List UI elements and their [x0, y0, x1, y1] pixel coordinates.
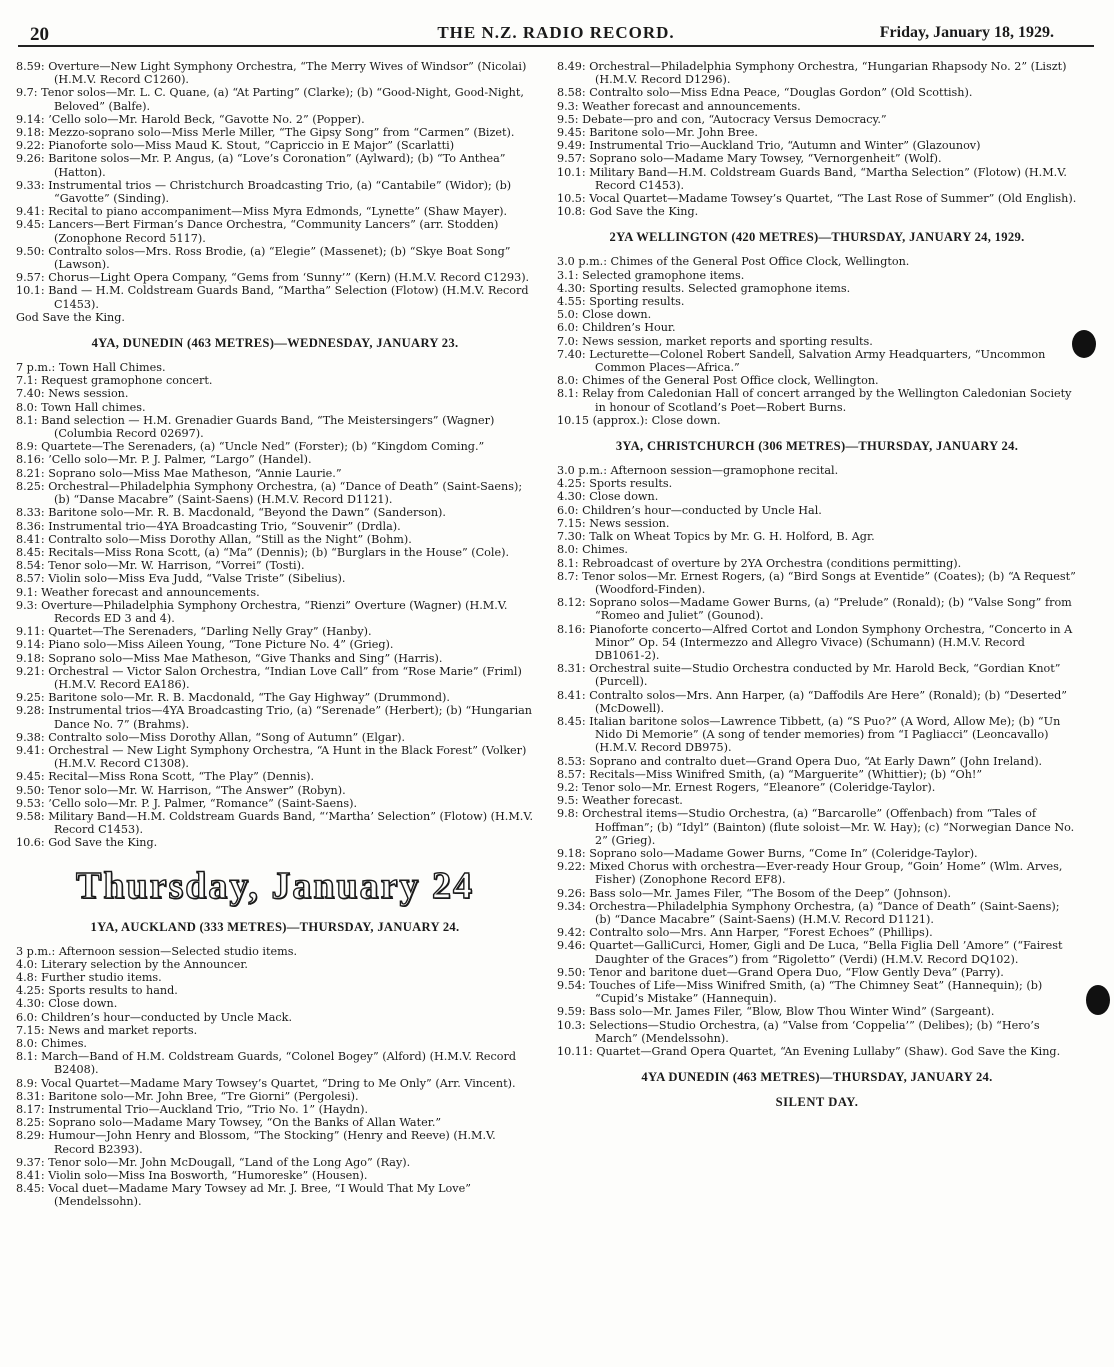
- christchurch-thu-list: [557, 464, 1077, 1058]
- schedule-entry: 8.0: Chimes.: [557, 543, 628, 557]
- schedule-entry: 8.16: Pianoforte concerto—Alfred Cortot and London Symphony Orchestra, “Concerto in A Minor” Op. 54 (Intermezzo and Allegro Vivace) (Schumann) (H.M.V. Record DB1061-2).: [557, 622, 1073, 662]
- schedule-entry: 9.1: Weather forecast and announcements.: [16, 585, 260, 599]
- schedule-entry: 9.46: Quartet—GalliCurci, Homer, Gigli and De Luca, “Bella Figlia Dell ’Amore” (“Fairest Daughter of the Graces”) from “Rigoletto” (Verdi) (H.M.V. Record DQ102).: [557, 939, 1063, 966]
- schedule-entry: 8.59: Overture—New Light Symphony Orchestra, “The Merry Wives of Windsor” (Nicolai) (H.M.V. Record C1260).: [16, 60, 527, 87]
- schedule-entry: 10.15 (approx.): Close down.: [557, 413, 721, 427]
- schedule-entry: 7.40: Lecturette—Colonel Robert Sandell, Salvation Army Headquarters, “Uncommon Common Places—Africa.”: [557, 347, 1046, 375]
- schedule-entry: 9.11: Quartet—The Serenaders, “Darling Nelly Gray” (Hanby).: [16, 625, 372, 639]
- schedule-entry: 8.41: Contralto solos—Mrs. Ann Harper, (a) “Daffodils Are Here” (Ronald); (b) “Deserted” (McDowell).: [557, 688, 1067, 715]
- schedule-entry: 7.15: News and market reports.: [16, 1023, 198, 1037]
- schedule-entry: 10.6: God Save the King.: [16, 836, 158, 850]
- schedule-entry: 7.1: Request gramophone concert.: [16, 374, 213, 388]
- schedule-entry: 10.8: God Save the King.: [557, 205, 699, 219]
- schedule-entry: 9.5: Debate—pro and con, “Autocracy Versus Democracy.”: [557, 112, 887, 126]
- schedule-entry: 5.0: Close down.: [557, 308, 652, 322]
- schedule-entry: 9.37: Tenor solo—Mr. John McDougall, “Land of the Long Ago” (Ray).: [16, 1155, 411, 1169]
- schedule-entry: 9.18: Soprano solo—Miss Mae Matheson, “Give Thanks and Sing” (Harris).: [16, 651, 443, 665]
- schedule-entry: 9.28: Instrumental trios—4YA Broadcasting Trio, (a) “Serenade” (Herbert); (b) “Hungarian Dance No. 7” (Brahms).: [16, 704, 533, 731]
- schedule-entry: 6.0: Children’s Hour.: [557, 321, 676, 335]
- wellington-thu-list: [557, 255, 1077, 427]
- schedule-entry: 9.18: Mezzo-soprano solo—Miss Merle Miller, “The Gipsy Song” from “Carmen” (Bizet).: [16, 126, 515, 140]
- schedule-entry: 8.1: Band selection — H.M. Grenadier Guards Band, “The Meistersingers” (Wagner) (Columbia Record 02697).: [16, 413, 495, 441]
- schedule-entry: 10.1: Band — H.M. Coldstream Guards Band, “Martha” Selection (Flotow) (H.M.V. Record C1453).: [16, 284, 529, 311]
- schedule-entry: 8.21: Soprano solo—Miss Mae Matheson, “Annie Laurie.”: [16, 466, 342, 480]
- schedule-entry: 8.9: Quartete—The Serenaders, (a) “Uncle Ned” (Forster); (b) “Kingdom Coming.”: [16, 440, 485, 454]
- schedule-entry: 9.21: Orchestral — Victor Salon Orchestra, “Indian Love Call” from “Rose Marie” (Friml) (H.M.V. Record EA186).: [16, 664, 522, 691]
- section-heading-christchurch-thu: 3YA, CHRISTCHURCH (306 METRES)—THURSDAY, JANUARY 24.: [615, 439, 1019, 454]
- schedule-entry: 8.25: Soprano solo—Madame Mary Towsey, “On the Banks of Allan Water.”: [16, 1116, 442, 1130]
- schedule-entry: 4.30: Sporting results. Selected gramophone items.: [557, 281, 851, 295]
- schedule-entry: 8.57: Violin solo—Miss Eva Judd, “Valse Triste” (Sibelius).: [16, 572, 346, 586]
- schedule-entry: 9.2: Tenor solo—Mr. Ernest Rogers, “Eleanore” (Coleridge-Taylor).: [557, 780, 936, 794]
- schedule-entry: 10.1: Military Band—H.M. Coldstream Guards Band, “Martha Selection” (Flotow) (H.M.V. Record C1453).: [557, 165, 1067, 192]
- page-header: [18, 22, 1094, 46]
- schedule-entry: 10.5: Vocal Quartet—Madame Towsey’s Quartet, “The Last Rose of Summer” (Old English).: [557, 192, 1077, 206]
- schedule-entry: 8.45: Italian baritone solos—Lawrence Tibbett, (a) “S Puo?” (A Word, Allow Me); (b) “Un Nido Di Memorie” (A song of tender memories) from “I Pagliacci” (Leoncavallo) (H.M.V. Record DB975).: [557, 714, 1061, 755]
- schedule-entry: 8.33: Baritone solo—Mr. R. B. Macdonald, “Beyond the Dawn” (Sanderson).: [16, 506, 446, 520]
- schedule-entry: 9.3: Overture—Philadelphia Symphony Orchestra, “Rienzi” Overture (Wagner) (H.M.V. Records ED 3 and 4).: [16, 598, 508, 625]
- schedule-entry: 9.50: Contralto solos—Mrs. Ross Brodie, (a) “Elegie” (Massenet); (b) “Skye Boat Song” (Lawson).: [16, 244, 511, 272]
- schedule-entry: 8.31: Baritone solo—Mr. John Bree, “Tre Giorni” (Pergolesi).: [16, 1089, 359, 1103]
- schedule-entry: 9.54: Touches of Life—Miss Winifred Smith, (a) “The Chimney Seat” (Hannequin); (b) “Cupid’s Mistake” (Hannequin).: [557, 979, 1043, 1006]
- schedule-entry: 9.49: Instrumental Trio—Auckland Trio, “Autumn and Winter” (Glazounov): [557, 139, 981, 153]
- schedule-entry: 8.29: Humour—John Henry and Blossom, “The Stocking” (Henry and Reeve) (H.M.V. Record B2393).: [16, 1129, 496, 1156]
- thursday-heading: Thursday, January 24: [76, 864, 474, 907]
- page-number: 20: [30, 24, 49, 45]
- schedule-entry: 9.57: Soprano solo—Madame Mary Towsey, “Vernorgenheit” (Wolf).: [557, 152, 942, 166]
- schedule-entry: 9.45: Lancers—Bert Firman’s Dance Orchestra, “Community Lancers” (arr. Stodden) (Zonophone Record 5117).: [16, 218, 499, 245]
- schedule-entry: 8.57: Recitals—Miss Winifred Smith, (a) “Marguerite” (Whittier); (b) “Oh!”: [557, 767, 983, 781]
- schedule-entry: 9.53: ’Cello solo—Mr. P. J. Palmer, “Romance” (Saint-Saens).: [16, 796, 358, 810]
- dunedin-wed-list: [16, 361, 534, 850]
- schedule-entry: 9.45: Recital—Miss Rona Scott, “The Play” (Dennis).: [16, 770, 315, 784]
- schedule-entry: 9.3: Weather forecast and announcements.: [557, 99, 801, 113]
- schedule-entry: 4.25: Sports results to hand.: [16, 984, 178, 998]
- schedule-entry: 9.25: Baritone solo—Mr. R. B. Macdonald, “The Gay Highway” (Drummond).: [16, 691, 450, 705]
- schedule-entry: 8.41: Contralto solo—Miss Dorothy Allan, “Still as the Night” (Bohm).: [16, 532, 412, 546]
- schedule-entry: 8.7: Tenor solos—Mr. Ernest Rogers, (a) “Bird Songs at Eventide” (Coates); (b) “A Request” (Woodford-Finden).: [557, 569, 1076, 596]
- right-column: [557, 60, 1077, 1110]
- schedule-entry: 3.0 p.m.: Afternoon session—gramophone recital.: [557, 464, 839, 478]
- schedule-entry: 8.54: Tenor solo—Mr. W. Harrison, “Vorrei” (Tosti).: [16, 559, 305, 573]
- schedule-entry: 10.3: Selections—Studio Orchestra, (a) “Valse from ‘Coppelia’” (Delibes); (b) “Hero’s March” (Mendelssohn).: [557, 1018, 1040, 1045]
- schedule-entry: 8.1: Relay from Caledonian Hall of concert arranged by the Wellington Caledonian Society in honour of Scotland’s Poet—Robert Burns.: [557, 387, 1072, 414]
- schedule-entry: 9.22: Pianoforte solo—Miss Maud K. Stout, “Capriccio in E Major” (Scarlatti): [16, 139, 455, 153]
- schedule-entry: 9.34: Orchestra—Philadelphia Symphony Orchestra, (a) “Dance of Death” (Saint-Saens); (b) “Dance Macabre” (Saint-Saens) (H.M.V. Record D1121).: [557, 899, 1060, 926]
- schedule-entry: 8.1: Rebroadcast of overture by 2YA Orchestra (conditions permitting).: [557, 556, 962, 570]
- schedule-entry: 8.16: ’Cello solo—Mr. P. J. Palmer, “Largo” (Handel).: [16, 453, 312, 467]
- auckland-thu-list: [16, 945, 534, 1209]
- schedule-entry: 7.30: Talk on Wheat Topics by Mr. G. H. Holford, B. Agr.: [557, 530, 875, 544]
- schedule-entry: 9.45: Baritone solo—Mr. John Bree.: [557, 126, 758, 140]
- schedule-entry: 9.5: Weather forecast.: [557, 794, 683, 808]
- schedule-entry: 4.30: Close down.: [557, 490, 659, 504]
- schedule-entry: 9.41: Recital to piano accompaniment—Miss Myra Edmonds, “Lynette” (Shaw Mayer).: [16, 205, 508, 219]
- schedule-entry: 9.59: Bass solo—Mr. James Filer, “Blow, Blow Thou Winter Wind” (Sargeant).: [557, 1005, 995, 1019]
- schedule-entry: 8.49: Orchestral—Philadelphia Symphony Orchestra, “Hungarian Rhapsody No. 2” (Liszt) (H.M.V. Record D1296).: [557, 60, 1067, 87]
- schedule-entry: 9.22: Mixed Chorus with orchestra—Ever-ready Hour Group, “Goin’ Home” (Wlm. Arves, Fisher) (Zonophone Record EF8).: [557, 860, 1063, 887]
- schedule-entry: 3 p.m.: Afternoon session—Selected studio items.: [16, 944, 298, 958]
- schedule-entry: 9.50: Tenor solo—Mr. W. Harrison, “The Answer” (Robyn).: [16, 783, 346, 797]
- schedule-entry: 9.14: ’Cello solo—Mr. Harold Beck, “Gavotte No. 2” (Popper).: [16, 112, 365, 126]
- schedule-entry: 9.8: Orchestral items—Studio Orchestra, (a) “Barcarolle” (Offenbach) from “Tales of Hoffman”; (b) “Idyl” (Bainton) (flute soloist—Mr. W. Hay); (c) “Norwegian Dance No. 2” (Grieg).: [557, 807, 1075, 847]
- schedule-entry: 10.11: Quartet—Grand Opera Quartet, “An Evening Lullaby” (Shaw). God Save the King.: [557, 1045, 1061, 1059]
- schedule-entry: 4.55: Sporting results.: [557, 295, 685, 309]
- schedule-entry: 9.58: Military Band—H.M. Coldstream Guards Band, “‘Martha’ Selection” (Flotow) (H.M.V. Record C1453).: [16, 809, 534, 837]
- schedule-entry: 9.26: Baritone solos—Mr. P. Angus, (a) “Love’s Coronation” (Aylward); (b) “To Anthea” (Hatton).: [16, 152, 506, 179]
- schedule-entry: 6.0: Children’s hour—conducted by Uncle Mack.: [16, 1010, 293, 1024]
- schedule-entry: 9.14: Piano solo—Miss Aileen Young, “Tone Picture No. 4” (Grieg).: [16, 638, 394, 652]
- left-column: [16, 60, 534, 1209]
- schedule-entry: 9.33: Instrumental trios — Christchurch Broadcasting Trio, (a) “Cantabile” (Widor); (b) “Gavotte” (Sinding).: [16, 178, 512, 206]
- schedule-entry: 7.15: News session.: [557, 516, 670, 530]
- schedule-entry: 8.0: Chimes of the General Post Office clock, Wellington.: [557, 374, 879, 388]
- section-heading-dunedin-wed: 4YA, DUNEDIN (463 METRES)—WEDNESDAY, JANUARY 23.: [91, 336, 459, 351]
- left-top-list: [16, 60, 534, 324]
- schedule-entry: 4.8: Further studio items.: [16, 970, 162, 984]
- schedule-entry: 4.30: Close down.: [16, 997, 118, 1011]
- schedule-entry: 9.50: Tenor and baritone duet—Grand Opera Duo, “Flow Gently Deva” (Parry).: [557, 965, 1004, 979]
- schedule-entry: 3.1: Selected gramophone items.: [557, 268, 745, 282]
- schedule-entry: 8.25: Orchestral—Philadelphia Symphony Orchestra, (a) “Dance of Death” (Saint-Saens); (b) “Danse Macabre” (Saint-Saens) (H.M.V. Record D1121).: [16, 479, 523, 507]
- schedule-entry: 8.0: Town Hall chimes.: [16, 400, 146, 414]
- schedule-entry: 6.0: Children’s hour—conducted by Uncle Hal.: [557, 503, 822, 517]
- schedule-entry: 4.0: Literary selection by the Announcer.: [16, 957, 248, 971]
- schedule-entry: 9.41: Orchestral — New Light Symphony Orchestra, “A Hunt in the Black Forest” (Volker) (H.M.V. Record C1308).: [16, 743, 527, 771]
- schedule-entry: 9.18: Soprano solo—Madame Gower Burns, “Come In” (Coleridge-Taylor).: [557, 846, 978, 860]
- schedule-entry: God Save the King.: [16, 310, 125, 324]
- publication-title: THE N.Z. RADIO RECORD.: [437, 23, 675, 42]
- schedule-entry: 9.42: Contralto solo—Mrs. Ann Harper, “Forest Echoes” (Phillips).: [557, 926, 933, 940]
- schedule-entry: 4.25: Sports results.: [557, 477, 673, 491]
- schedule-entry: 8.45: Recitals—Miss Rona Scott, (a) “Ma” (Dennis); (b) “Burglars in the House” (Cole).: [16, 545, 510, 559]
- ink-blot: [1072, 330, 1096, 358]
- schedule-entry: 8.53: Soprano and contralto duet—Grand Opera Duo, “At Early Dawn” (John Ireland).: [557, 754, 1043, 768]
- schedule-entry: 8.45: Vocal duet—Madame Mary Towsey ad Mr. J. Bree, “I Would That My Love” (Mendelssohn).: [16, 1182, 471, 1209]
- schedule-entry: 7.0: News session, market reports and sporting results.: [557, 334, 873, 348]
- schedule-entry: 8.0: Chimes.: [16, 1037, 87, 1050]
- schedule-entry: 8.17: Instrumental Trio—Auckland Trio, “Trio No. 1” (Haydn).: [16, 1103, 369, 1117]
- silent-day-note: SILENT DAY.: [775, 1095, 859, 1110]
- schedule-entry: 8.41: Violin solo—Miss Ina Bosworth, “Humoreske” (Housen).: [16, 1169, 368, 1183]
- schedule-entry: 9.26: Bass solo—Mr. James Filer, “The Bosom of the Deep” (Johnson).: [557, 886, 951, 900]
- schedule-entry: 3.0 p.m.: Chimes of the General Post Office Clock, Wellington.: [557, 255, 910, 269]
- schedule-entry: 8.58: Contralto solo—Miss Edna Peace, “Douglas Gordon” (Old Scottish).: [557, 86, 973, 100]
- header-rule: [18, 45, 1094, 47]
- right-top-list: [557, 60, 1077, 218]
- schedule-entry: 8.12: Soprano solos—Madame Gower Burns, (a) “Prelude” (Ronald); (b) “Valse Song” from “Romeo and Juliet” (Gounod).: [557, 596, 1072, 623]
- schedule-entry: 7 p.m.: Town Hall Chimes.: [16, 361, 166, 375]
- schedule-entry: 8.36: Instrumental trio—4YA Broadcasting Trio, “Souvenir” (Drdla).: [16, 519, 401, 533]
- schedule-entry: 8.1: March—Band of H.M. Coldstream Guards, “Colonel Bogey” (Alford) (H.M.V. Record B2408).: [16, 1050, 517, 1077]
- section-heading-wellington-thu: 2YA WELLINGTON (420 METRES)—THURSDAY, JANUARY 24, 1929.: [609, 230, 1025, 245]
- schedule-entry: 9.57: Chorus—Light Opera Company, “Gems from ‘Sunny’” (Kern) (H.M.V. Record C1293).: [16, 271, 530, 285]
- schedule-entry: 8.31: Orchestral suite—Studio Orchestra conducted by Mr. Harold Beck, “Gordian Knot” (Purcell).: [557, 662, 1061, 689]
- schedule-entry: 9.7: Tenor solos—Mr. L. C. Quane, (a) “At Parting” (Clarke); (b) “Good-Night, Good-Night, Beloved” (Balfe).: [16, 86, 524, 113]
- schedule-entry: 7.40: News session.: [16, 387, 129, 401]
- schedule-entry: 9.38: Contralto solo—Miss Dorothy Allan, “Song of Autumn” (Elgar).: [16, 730, 406, 744]
- section-heading-auckland-thu: 1YA, AUCKLAND (333 METRES)—THURSDAY, JANUARY 24.: [90, 919, 460, 934]
- section-heading-dunedin-thu: 4YA DUNEDIN (463 METRES)—THURSDAY, JANUARY 24.: [641, 1070, 993, 1085]
- ink-blot: [1086, 985, 1110, 1015]
- schedule-entry: 8.9: Vocal Quartet—Madame Mary Towsey’s Quartet, “Dring to Me Only” (Arr. Vincent).: [16, 1076, 516, 1090]
- issue-date: Friday, January 18, 1929.: [879, 24, 1054, 41]
